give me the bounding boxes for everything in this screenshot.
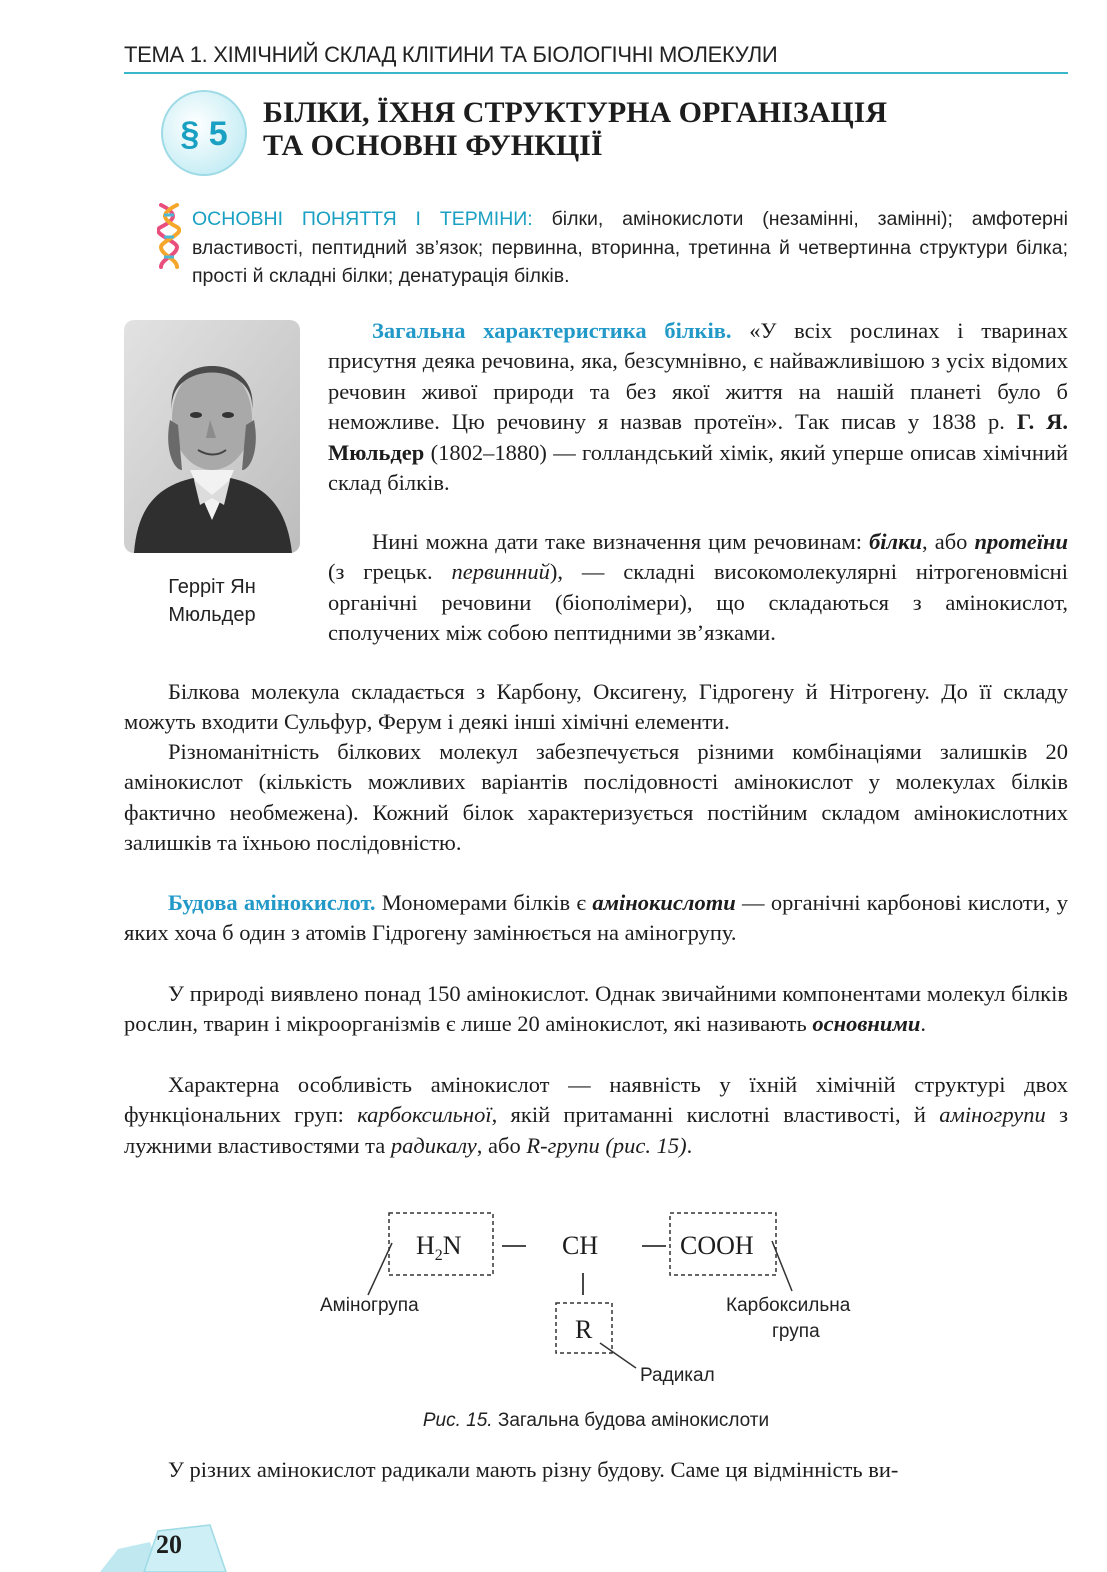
paragraph-definition	[124, 527, 1068, 649]
p7-text-5: .	[686, 1132, 693, 1158]
section-title	[263, 96, 887, 162]
heading-general: Загальна характеристика білків.	[372, 318, 732, 343]
term-amino-acids: амінокислоти	[592, 890, 736, 915]
figure-caption	[124, 1410, 1068, 1432]
paragraph-count	[124, 979, 1068, 1040]
p7-text-4: , або	[476, 1132, 527, 1158]
paragraph-structure	[124, 888, 1068, 949]
term-basic: основними	[812, 1011, 921, 1037]
p6-text-2: .	[920, 1011, 926, 1037]
page-number: 20	[156, 1530, 182, 1559]
p7-text-2: , якій притаманні кислотні властивості, й	[491, 1102, 940, 1128]
paragraph-elements	[124, 677, 1068, 738]
portrait-caption-line1: Герріт Ян	[168, 576, 256, 598]
p7-carboxyl: карбоксильної	[357, 1102, 492, 1128]
p2-gloss: первинний	[451, 559, 550, 585]
p6-text-1: У природі виявлено понад 150 амінокислот. Однак звичайними компонентами молекул білків рослин, тварин і мікроорганізмів є лише 20 амінокислот, які називають	[124, 981, 1068, 1037]
formula-cooh: COOH	[680, 1231, 754, 1260]
term-proteins: білки	[869, 529, 923, 554]
section-title-line2: ТА ОСНОВНІ ФУНКЦІЇ	[263, 129, 603, 162]
p7-text-3: з лужними властивостями та	[124, 1102, 1068, 1158]
portrait-image	[124, 320, 300, 553]
p8-text: У різних амінокислот радикали мають різну будову. Саме ця відмінність ви-	[168, 1457, 899, 1482]
paragraph-general	[328, 316, 1068, 498]
key-terms-lead: ОСНОВНІ ПОНЯТТЯ І ТЕРМІНИ:	[192, 208, 533, 230]
label-amino-group: Аміногрупа	[320, 1295, 419, 1316]
section-badge	[160, 89, 248, 177]
label-radical: Радикал	[640, 1365, 715, 1386]
label-carboxyl-2: група	[772, 1321, 820, 1342]
paragraph-diversity	[124, 737, 1068, 859]
p1-text-2: (1802–1880) — голландський хімік, який уперше описав хімічний склад білків.	[328, 439, 1068, 496]
p5-text-2: — органічні карбонові кислоти, у яких хоча б один з атомів Гідрогену замінюється на аміногрупу.	[124, 890, 1068, 946]
portrait-caption-line2: Мюльдер	[168, 604, 256, 626]
amino-acid-diagram	[300, 1203, 900, 1393]
p2-text-1: Нині можна дати таке визначення цим речовинам:	[372, 529, 870, 554]
p7-text-1: Характерна особливість амінокислот — наявність у їхній хімічній структурі двох функціональних груп:	[124, 1072, 1068, 1128]
dna-helix-icon	[157, 203, 181, 269]
key-terms-text: білки, амінокислоти (незамінні, замінні); амфотерні властивості, пептидний зв’язок; первинна, вторинна, третинна й четвертинна структури білка; прості й складні білки; денатурація білків.	[192, 208, 1068, 287]
p1-name: Г. Я. Мюльдер	[328, 409, 1069, 465]
p7-radical: радикалу	[390, 1132, 477, 1158]
p2-text-2: , або	[922, 529, 975, 554]
label-carboxyl-1: Карбоксильна	[726, 1295, 851, 1316]
heading-structure: Будова амінокислот.	[168, 890, 376, 915]
p1-text-1: «У всіх рослинах і тваринах присутня деяка речовина, яка, безсумнівно, є найважливішою з усіх відомих речовин живої природи та без якої життя на нашій планеті було б неможливе. Цю речовину я назвав протеїн». Так писав у 1838 р.	[328, 318, 1068, 435]
header-rule	[124, 72, 1068, 74]
amino-group-box	[389, 1213, 493, 1275]
paragraph-groups	[124, 1070, 1068, 1161]
section-title-line1: БІЛКИ, ЇХНЯ СТРУКТУРНА ОРГАНІЗАЦІЯ	[263, 96, 887, 129]
p7-amino: аміногрупи	[939, 1102, 1046, 1128]
key-terms	[192, 205, 1068, 291]
section-number: § 5	[180, 115, 228, 153]
topic-header: ТЕМА 1. ХІМІЧНИЙ СКЛАД КЛІТИНИ ТА БІОЛОГІЧНІ МОЛЕКУЛИ	[124, 42, 778, 67]
p5-text-1: Мономерами білків є	[375, 890, 593, 915]
paragraph-radicals	[124, 1455, 1068, 1485]
p2-text-4: ), — складні високомолекулярні нітрогеновмісні органічні речовини (біополімери), що складаються з амінокислот, сполучених між собою пептидними зв’язками.	[328, 559, 1068, 646]
p2-text-3: (з грецьк.	[328, 559, 452, 585]
term-proteins-alt: протеїни	[974, 529, 1068, 554]
formula-r: R	[575, 1315, 593, 1344]
figure-caption-text: Загальна будова амінокислоти	[492, 1410, 770, 1431]
formula-ch: CH	[562, 1231, 599, 1260]
p4-text: Різноманітність білкових молекул забезпечується різними комбінаціями залишків 20 амінокислот (кількість можливих варіантів послідовності амінокислот у молекулах білків фактично необмежена). Кожний білок характеризується постійним складом амінокислотних залишків та їхньою послідовністю.	[124, 739, 1068, 856]
p7-r-group: R-групи (рис. 15)	[526, 1132, 687, 1158]
p3-text: Білкова молекула складається з Карбону, Оксигену, Гідрогену й Нітрогену. До її складу можуть входити Сульфур, Ферум і деякі інші хімічні елементи.	[124, 679, 1068, 735]
figure-caption-label: Рис. 15.	[422, 1410, 493, 1431]
formula-h2n: $H_2N$	[416, 1231, 462, 1264]
